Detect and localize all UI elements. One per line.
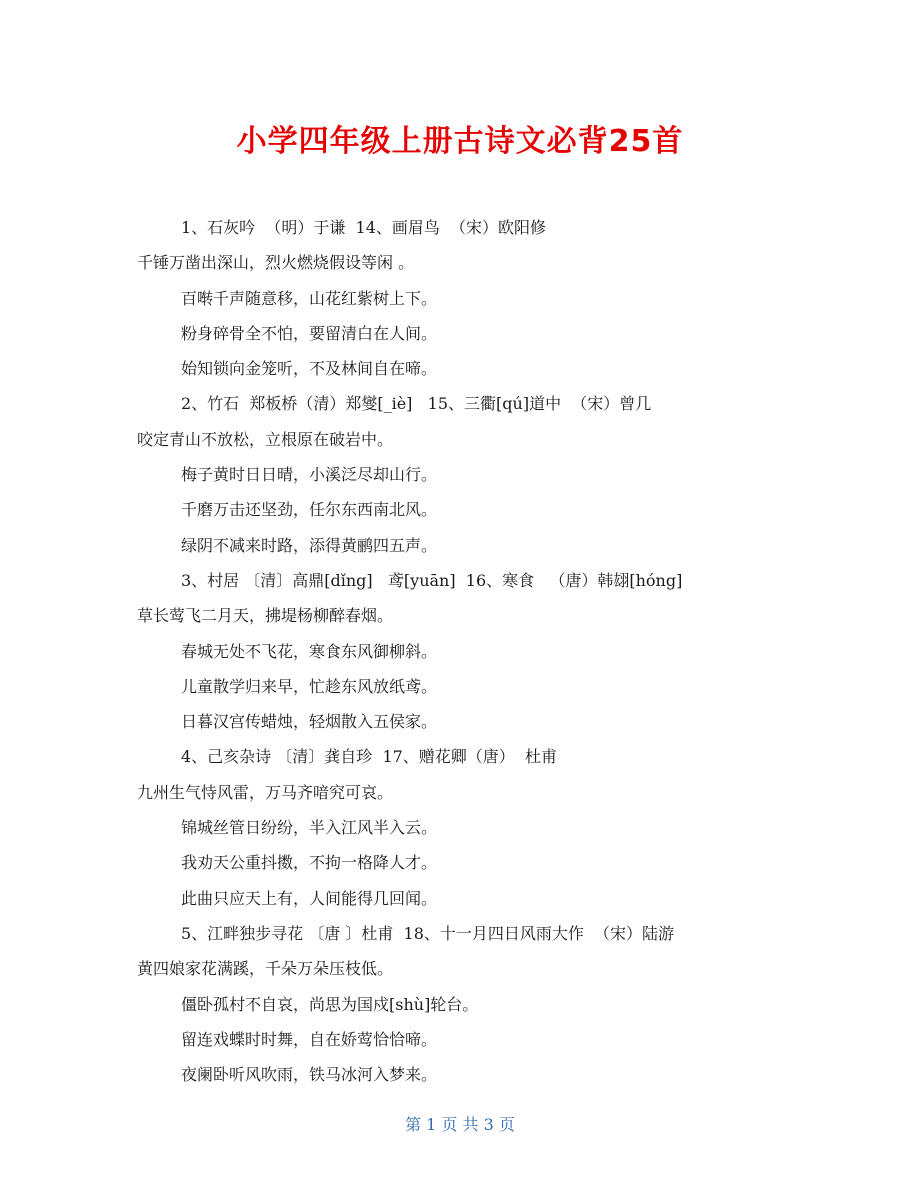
text-line: 夜阑卧听风吹雨，铁马冰河入梦来。 (181, 1065, 438, 1085)
document-title: 小学四年级上册古诗文必背25首 (236, 124, 684, 159)
text-line: 粉身碎骨全不怕，要留清白在人间。 (181, 323, 438, 343)
text-line: 梅子黄时日日晴，小溪泛尽却山行。 (181, 465, 438, 485)
text-line: 2、竹石 郑板桥（清）郑燮[_iè] 15、三衢[qú]道中 （宋）曾几 (181, 394, 652, 414)
text-line: 千锤万凿出深山，烈火燃烧假设等闲 。 (137, 253, 415, 273)
text-line: 锦城丝管日纷纷，半入江风半入云。 (181, 818, 438, 838)
text-line: 百啭千声随意移，山花红紫树上下。 (181, 288, 438, 308)
text-line: 咬定青山不放松，立根原在破岩中。 (137, 429, 394, 449)
text-line: 3、村居 〔清〕高鼎[dǐng] 鸢[yuān] 16、寒食 （唐）韩翃[hóng] (181, 570, 683, 590)
text-line: 草长莺飞二月天，拂堤杨柳醉春烟。 (137, 606, 394, 626)
text-line: 僵卧孤村不自哀，尚思为国戍[shù]轮台。 (181, 994, 479, 1014)
text-line: 九州生气恃风雷，万马齐喑究可哀。 (137, 782, 394, 802)
text-line: 5、江畔独步寻花 〔唐 〕杜甫 18、十一月四日风雨大作 （宋）陆游 (181, 923, 675, 943)
text-line: 留连戏蝶时时舞，自在娇莺恰恰啼。 (181, 1029, 438, 1049)
text-line: 绿阴不减来时路，添得黄鹂四五声。 (181, 535, 438, 555)
text-line: 我劝天公重抖擞，不拘一格降人才。 (181, 853, 438, 873)
text-line: 黄四娘家花满蹊，千朵万朵压枝低。 (137, 959, 394, 979)
page-footer: 第 1 页 共 3 页 (405, 1115, 515, 1134)
text-line: 日暮汉宫传蜡烛，轻烟散入五侯家。 (181, 712, 438, 732)
text-line: 儿童散学归来早，忙趁东风放纸鸢。 (181, 676, 438, 696)
text-line: 千磨万击还坚劲，任尔东西南北风。 (181, 500, 438, 520)
text-line: 1、石灰吟 （明）于谦 14、画眉鸟 （宋）欧阳修 (181, 218, 547, 237)
text-line: 春城无处不飞花，寒食东风御柳斜。 (181, 641, 438, 661)
poem-body (0, 210, 920, 1092)
text-line: 4、己亥杂诗 〔清〕龚自珍 17、赠花卿（唐） 杜甫 (181, 747, 557, 767)
text-line: 此曲只应天上有，人间能得几回闻。 (181, 888, 438, 908)
text-line: 始知锁向金笼听，不及林间自在啼。 (181, 359, 438, 379)
